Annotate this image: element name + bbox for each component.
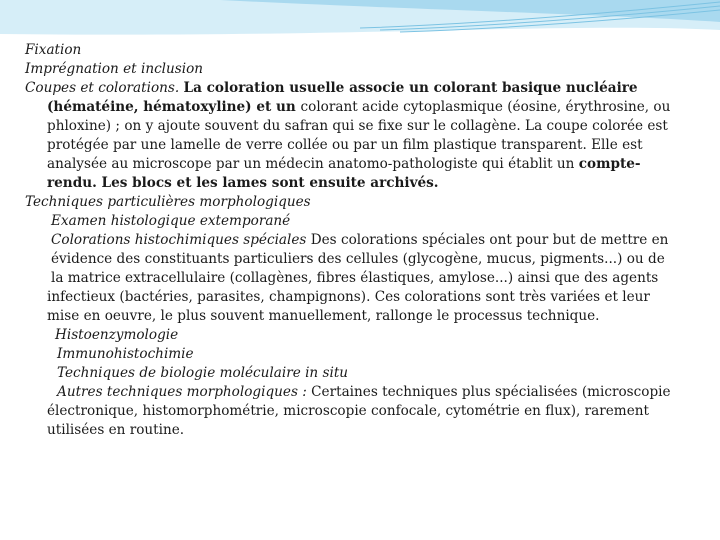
text-segment: colorant acide cytoplasmique (éosine, érythrosine, ou <box>300 99 671 115</box>
item-coupes-heading: Coupes et colorations. <box>25 80 184 96</box>
text-segment: compte- <box>578 156 641 172</box>
text-line: utilisées en routine. <box>47 422 185 438</box>
subitem-immunohistochimie: Immunohistochimie <box>57 346 194 362</box>
text-segment: Certaines techniques plus spécialisées (microscopie <box>311 384 671 400</box>
subitem-colorations-histochimiques <box>25 231 693 250</box>
text-line: électronique, histomorphométrie, microscopie confocale, cytométrie en flux), rarement <box>47 403 649 419</box>
text-segment: ensuite archivés. <box>309 175 439 191</box>
text-line: phloxine) ; on y ajoute souvent du safran qui se fixe sur le collagène. La coupe colorée est <box>47 118 668 134</box>
item-fixation: Fixation <box>25 42 82 58</box>
text-segment: La coloration usuelle associe un colorant basique nucléaire <box>183 80 638 96</box>
text-segment: analysée au microscope par un médecin anatomo-pathologiste qui établit un <box>47 156 579 172</box>
subitem-histoenzymologie: Histoenzymologie <box>55 327 179 343</box>
text-line <box>25 155 693 174</box>
slide-text <box>25 41 693 440</box>
text-line <box>25 98 693 117</box>
text-line: évidence des constituants particuliers des cellules (glycogène, mucus, pigments...) ou de <box>51 251 665 267</box>
subitem-heading: Autres techniques morphologiques : <box>57 384 312 400</box>
text-segment: rendu. Les blocs et les lames sont <box>47 175 310 191</box>
text-line <box>25 174 693 193</box>
text-line: mise en oeuvre, le plus souvent manuellement, rallonge le processus technique. <box>47 308 600 324</box>
text-line: la matrice extracellulaire (collagènes, fibres élastiques, amylose...) ainsi que des agents <box>51 270 659 286</box>
subitem-heading: Colorations histochimiques spéciales <box>51 232 307 248</box>
subitem-autres-techniques <box>25 383 693 402</box>
subitem-examen-extemporane: Examen histologique extemporané <box>51 213 291 229</box>
text-segment: Des colorations spéciales ont pour but de mettre en <box>306 232 669 248</box>
item-techniques-particulieres: Techniques particulières morphologiques <box>25 194 311 210</box>
subitem-biologie-moleculaire: Techniques de biologie moléculaire in situ <box>57 365 349 381</box>
item-coupes-colorations <box>25 79 693 98</box>
text-line: infectieux (bactéries, parasites, champignons). Ces colorations sont très variées et leur <box>47 289 650 305</box>
text-line: protégée par une lamelle de verre collée ou par un film plastique transparent. Elle est <box>47 137 643 153</box>
item-impregnation: Imprégnation et inclusion <box>25 61 204 77</box>
text-segment: (hématéine, hématoxyline) et un <box>47 99 301 115</box>
